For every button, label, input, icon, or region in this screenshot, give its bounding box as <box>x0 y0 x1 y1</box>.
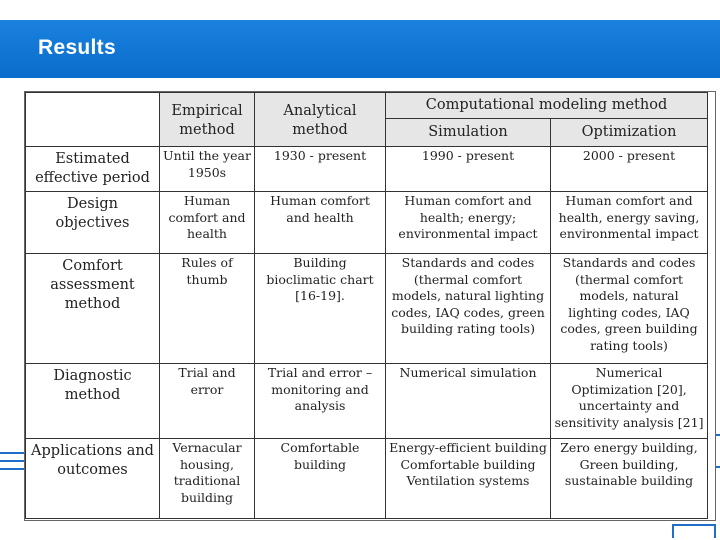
cell-optimization: Human comfort and health, energy saving, environmental impact <box>551 192 708 254</box>
table-frame <box>24 91 716 521</box>
header-analytical: Analytical method <box>255 93 386 147</box>
cell-empirical: Rules of thumb <box>160 254 255 364</box>
table-row <box>26 364 708 439</box>
cell-analytical: 1930 - present <box>255 147 386 192</box>
cell-simulation: Energy-efficient building Comfortable building Ventilation systems <box>386 439 551 519</box>
header-computational: Computational modeling method <box>386 93 708 119</box>
decorative-lines <box>0 452 24 492</box>
cell-empirical: Trial and error <box>160 364 255 439</box>
header-row-1 <box>26 93 708 119</box>
row-label: Estimated effective period <box>26 147 160 192</box>
cell-analytical: Comfortable building <box>255 439 386 519</box>
header-simulation: Simulation <box>386 119 551 147</box>
table-row <box>26 147 708 192</box>
table-row <box>26 439 708 519</box>
cell-optimization: Zero energy building, Green building, sustainable building <box>551 439 708 519</box>
table-row <box>26 254 708 364</box>
cell-simulation: 1990 - present <box>386 147 551 192</box>
cell-simulation: Numerical simulation <box>386 364 551 439</box>
header-empirical: Empirical method <box>160 93 255 147</box>
corner-cell <box>26 93 160 147</box>
decorative-box <box>672 524 716 538</box>
row-label: Design objectives <box>26 192 160 254</box>
cell-empirical: Human comfort and health <box>160 192 255 254</box>
row-label: Applications and outcomes <box>26 439 160 519</box>
cell-analytical: Building bioclimatic chart [16-19]. <box>255 254 386 364</box>
top-strip <box>0 0 720 20</box>
cell-empirical: Vernacular housing, traditional building <box>160 439 255 519</box>
table-row <box>26 192 708 254</box>
cell-optimization: Standards and codes (thermal comfort models, natural lighting codes, IAQ codes, green building rating tools) <box>551 254 708 364</box>
row-label: Comfort assessment method <box>26 254 160 364</box>
results-table <box>25 92 708 519</box>
cell-optimization: Numerical Optimization [20], uncertainty and sensitivity analysis [21] <box>551 364 708 439</box>
slide-title: Results <box>38 36 116 59</box>
cell-optimization: 2000 - present <box>551 147 708 192</box>
cell-simulation: Standards and codes (thermal comfort models, natural lighting codes, IAQ codes, green building rating tools) <box>386 254 551 364</box>
row-label: Diagnostic method <box>26 364 160 439</box>
cell-simulation: Human comfort and health; energy; environmental impact <box>386 192 551 254</box>
header-optimization: Optimization <box>551 119 708 147</box>
cell-analytical: Trial and error – monitoring and analysis <box>255 364 386 439</box>
cell-empirical: Until the year 1950s <box>160 147 255 192</box>
cell-analytical: Human comfort and health <box>255 192 386 254</box>
